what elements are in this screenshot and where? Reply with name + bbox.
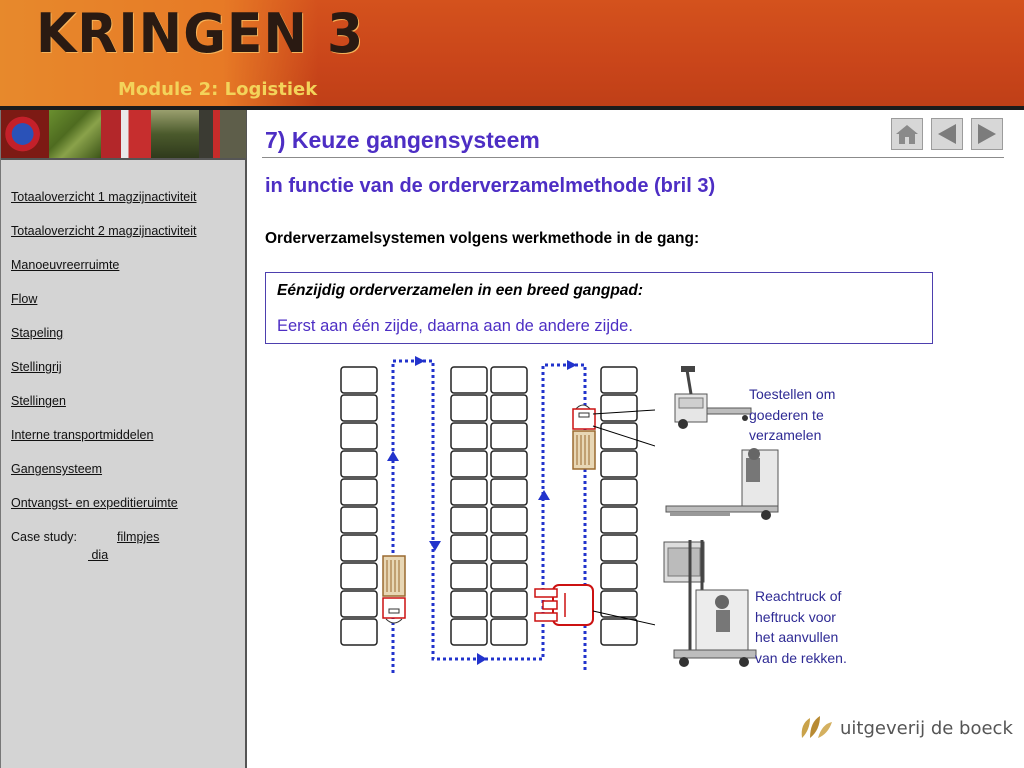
rack-cell [341,619,377,645]
info-box-heading: Eénzijdig orderverzamelen in een breed gangpad: [277,282,644,299]
rack-cell [601,591,637,617]
rack-column-middle-left [451,367,487,645]
rack-cell [341,423,377,449]
back-button[interactable] [931,118,963,150]
rack-cell [451,367,487,393]
sidebar-item-ontvangst-expeditieruimte[interactable]: Ontvangst- en expeditieruimte [11,496,178,510]
sidebar-item-interne-transportmiddelen[interactable]: Interne transportmiddelen [11,428,154,442]
rack-cell [451,619,487,645]
pallet-truck-illustration [665,364,755,434]
order-picker-truck-left [383,556,405,623]
route-arrow-up-mid [538,490,550,500]
info-box [265,272,933,344]
publisher-logo [798,712,1013,744]
rack-cell [491,423,527,449]
info-box-text: Eerst aan één zijde, daarna aan de andere zijde. [277,317,633,335]
app-title: KRINGEN 3 [36,2,365,66]
rack-cell [601,367,637,393]
reachtruck-topview [535,585,593,625]
rack-cell [451,507,487,533]
case-study-filmpjes-link[interactable]: filmpjes [117,530,160,544]
case-study-row [11,530,243,564]
home-icon [892,119,922,149]
rack-cell [601,423,637,449]
photo-pallets-image [49,110,101,158]
rack-cell [341,367,377,393]
rack-cell [341,395,377,421]
photo-trucks-image [101,110,151,158]
sidebar-item-gangensysteem[interactable]: Gangensysteem [11,462,103,476]
section-heading: Orderverzamelsystemen volgens werkmethode in de gang: [265,230,700,247]
route-arrow-right-bottom [477,653,487,665]
callout-picking-equipment: Toestellen om goederen te verzamelen [749,386,836,443]
rack-cell [601,451,637,477]
sidebar-item-stellingen[interactable]: Stellingen [11,394,66,408]
triangle-right-icon [972,119,1002,149]
rack-cell [451,423,487,449]
photo-forklift-image [199,110,246,158]
rack-cell [601,507,637,533]
rack-cell [341,507,377,533]
rack-cell [601,395,637,421]
aisle-diagram [335,353,655,683]
rack-cell [341,591,377,617]
rack-cell [451,395,487,421]
rack-cell [491,563,527,589]
sidebar-item-stapeling[interactable]: Stapeling [11,326,64,340]
order-picker-illustration [662,440,787,520]
title-divider [262,157,1004,158]
leaf-logo-icon [798,714,834,742]
triangle-left-icon [932,119,962,149]
sidebar-nav [11,190,243,564]
route-arrow-up-left [387,451,399,461]
callout-reachtruck: Reachtruck of heftruck voor het aanvullen van de rekken. [755,588,847,666]
rack-cell [601,619,637,645]
rack-cell [491,507,527,533]
rack-cell [341,535,377,561]
rack-cell [491,367,527,393]
case-study-label: Case study: [11,530,78,544]
route-arrow-right-top-left [415,356,425,366]
rack-cell [451,535,487,561]
sidebar [0,110,247,768]
rack-column-right [601,367,637,645]
photo-warehouse-image [151,110,199,158]
rack-cell [491,535,527,561]
page-title: 7) Keuze gangensysteem [265,127,540,153]
rack-cell [341,451,377,477]
home-button[interactable] [891,118,923,150]
page-subtitle: in functie van de orderverzamelmethode (bril 3) [265,175,716,197]
module-subtitle: Module 2: Logistiek [118,79,318,100]
sidebar-item-totaaloverzicht-1[interactable]: Totaaloverzicht 1 magzijnactiviteit [11,190,197,204]
forward-button[interactable] [971,118,1003,150]
sidebar-item-manoeuvreerruimte[interactable]: Manoeuvreerruimte [11,258,120,272]
route-arrow-right-top-right [567,360,577,370]
rack-cell [491,451,527,477]
brand-logo [0,0,365,106]
rack-column-left [341,367,377,645]
photo-strip [1,110,246,160]
publisher-name: uitgeverij de boeck [840,717,1013,739]
rack-cell [491,395,527,421]
rack-cell [451,451,487,477]
reachtruck-illustration [660,540,760,670]
order-picker-truck-right [573,405,595,469]
sidebar-item-totaaloverzicht-2[interactable]: Totaaloverzicht 2 magzijnactiviteit [11,224,197,238]
photo-globe-image [1,110,49,158]
rack-cell [451,591,487,617]
rack-cell [491,591,527,617]
rack-cell [491,619,527,645]
picking-route-line [393,361,585,673]
rack-column-middle-right [491,367,527,645]
sidebar-item-flow[interactable]: Flow [11,292,38,306]
sidebar-item-stellingrij[interactable]: Stellingrij [11,360,62,374]
rack-cell [341,479,377,505]
rack-cell [341,563,377,589]
rack-cell [451,479,487,505]
rack-cell [601,563,637,589]
case-study-dia-link[interactable]: dia [88,548,109,562]
rack-cell [601,535,637,561]
header-banner [0,0,1024,108]
rack-cell [451,563,487,589]
rack-cell [601,479,637,505]
rack-cell [491,479,527,505]
route-arrow-down [429,541,441,551]
